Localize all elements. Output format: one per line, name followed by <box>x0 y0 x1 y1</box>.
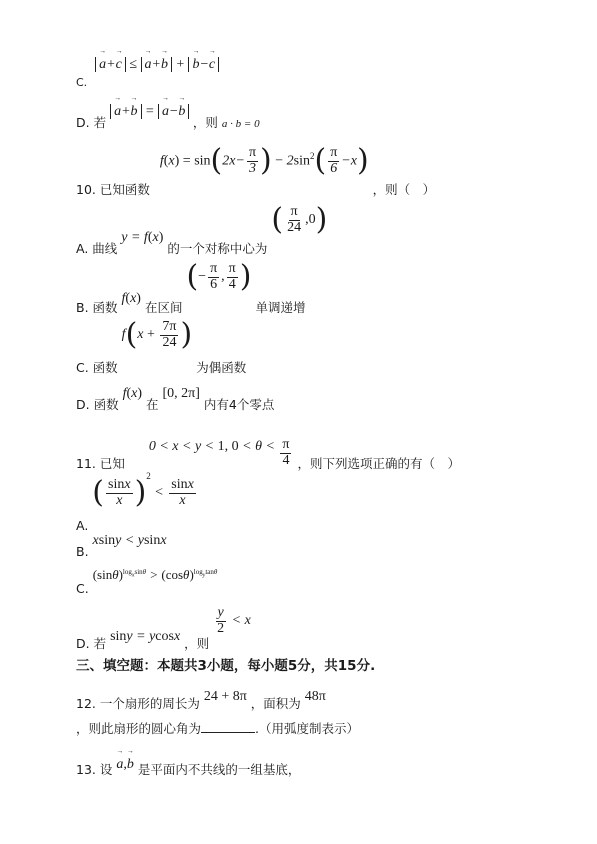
q12-line2 <box>76 722 359 736</box>
q13-vectors: → a,→ b <box>116 757 134 772</box>
q11-d-result: $\frac{y}{2}$ < x <box>217 605 251 636</box>
q10-d-interval: [0, 2π] <box>162 386 200 401</box>
q12-line1 <box>76 689 326 711</box>
q10-option-a <box>76 202 328 257</box>
q11-option-a <box>76 470 198 534</box>
q11-b-expr: xsiny < ysinx <box>92 533 167 548</box>
option-text: 单调递增 <box>255 300 306 316</box>
q10-c-func: f(x + $\frac{7\pi}{24}$ ) <box>121 317 193 353</box>
option-label: B. 函数 <box>76 300 118 316</box>
option-label: C. <box>76 76 88 89</box>
option-label: D. 函数 <box>76 397 119 412</box>
q10-b-interval: (− $\frac{\pi}{6}$ , $\frac{\pi}{4}$ ) <box>186 259 252 295</box>
q9-option-c <box>76 57 219 89</box>
question-tail: ，则（ ） <box>372 182 436 198</box>
q9-c-expression: → a+→ c ≤ → a+→ b + → b−→ c <box>95 57 219 72</box>
option-text: 为偶函数 <box>196 360 247 376</box>
option-connector: ，则 <box>192 115 218 130</box>
option-text: 内有4个零点 <box>203 397 275 412</box>
question-text: 是平面内不共线的一组基底， <box>137 762 301 777</box>
question-number: 11. 已知 <box>76 456 125 472</box>
q9-d-result: a · b = 0 <box>221 118 260 130</box>
option-label: C. <box>76 581 89 596</box>
q10-option-d <box>76 386 275 412</box>
section-title: 三、填空题：本题共3小题，每小题5分，共15分. <box>76 658 376 674</box>
q10-function: f(x) = sin(2x− $\frac{\pi}{3}$ ) − $2\sin^2$( $\frac{\pi}{6}$ −x) <box>159 143 369 179</box>
question-number: 13. 设 <box>76 762 113 777</box>
option-label: A. 曲线 <box>76 241 118 257</box>
q10-stem <box>76 143 436 198</box>
question-text: ，则此扇形的圆心角为 <box>76 721 202 736</box>
option-text: 在区间 <box>144 300 183 316</box>
q10-option-b <box>76 259 306 316</box>
q9-d-condition: → a+→ b = → a−→ b <box>110 104 193 119</box>
option-label: D. 若 <box>76 636 107 652</box>
q11-stem <box>76 424 460 472</box>
q11-option-c <box>76 567 218 596</box>
question-text: 12. 一个扇形的周长为 <box>76 696 200 711</box>
q11-c-expr: $(\sin\theta)^{log_xsin\theta} > (\cos\theta)^{log_ytan\theta}$ <box>92 567 218 582</box>
q9-option-d <box>76 104 260 130</box>
answer-blank[interactable] <box>201 722 255 733</box>
q11-option-d <box>76 605 251 652</box>
option-text: 在 <box>146 397 159 412</box>
q12-perimeter: 24 + 8π <box>203 689 247 704</box>
option-label: C. 函数 <box>76 360 118 376</box>
question-number: 10. 已知函数 <box>76 182 150 198</box>
q10-d-func: f(x) <box>122 386 143 401</box>
q10-b-func: f(x) <box>121 291 141 307</box>
question-text: .（用弧度制表示） <box>255 721 359 736</box>
option-label: D. 若 <box>76 115 107 130</box>
question-tail: ，则下列选项正确的有（ ） <box>297 456 460 472</box>
q11-a-expr: ( $\frac{\sin x}{x}$ )$^2$ < $\frac{\sin x}{x}$ <box>92 470 194 511</box>
q10-a-point: ( $\frac{\pi}{24}$ ,0) <box>271 202 328 238</box>
q12-area: 48π <box>304 689 326 704</box>
q11-condition: 0 < x < y < 1, 0 < θ < $\frac{\pi}{4}$ <box>148 437 290 468</box>
question-text: ，面积为 <box>250 696 301 711</box>
q10-option-c <box>76 317 247 376</box>
option-label: B. <box>76 544 89 559</box>
option-label: A. <box>76 518 89 534</box>
q13-line1 <box>76 757 301 777</box>
q11-d-condition: siny = ycosx <box>110 629 181 645</box>
q11-option-b <box>76 533 167 559</box>
q10-a-curve: y = f(x) <box>121 230 164 246</box>
option-connector: ，则 <box>184 636 210 652</box>
option-text: 的一个对称中心为 <box>167 241 268 257</box>
